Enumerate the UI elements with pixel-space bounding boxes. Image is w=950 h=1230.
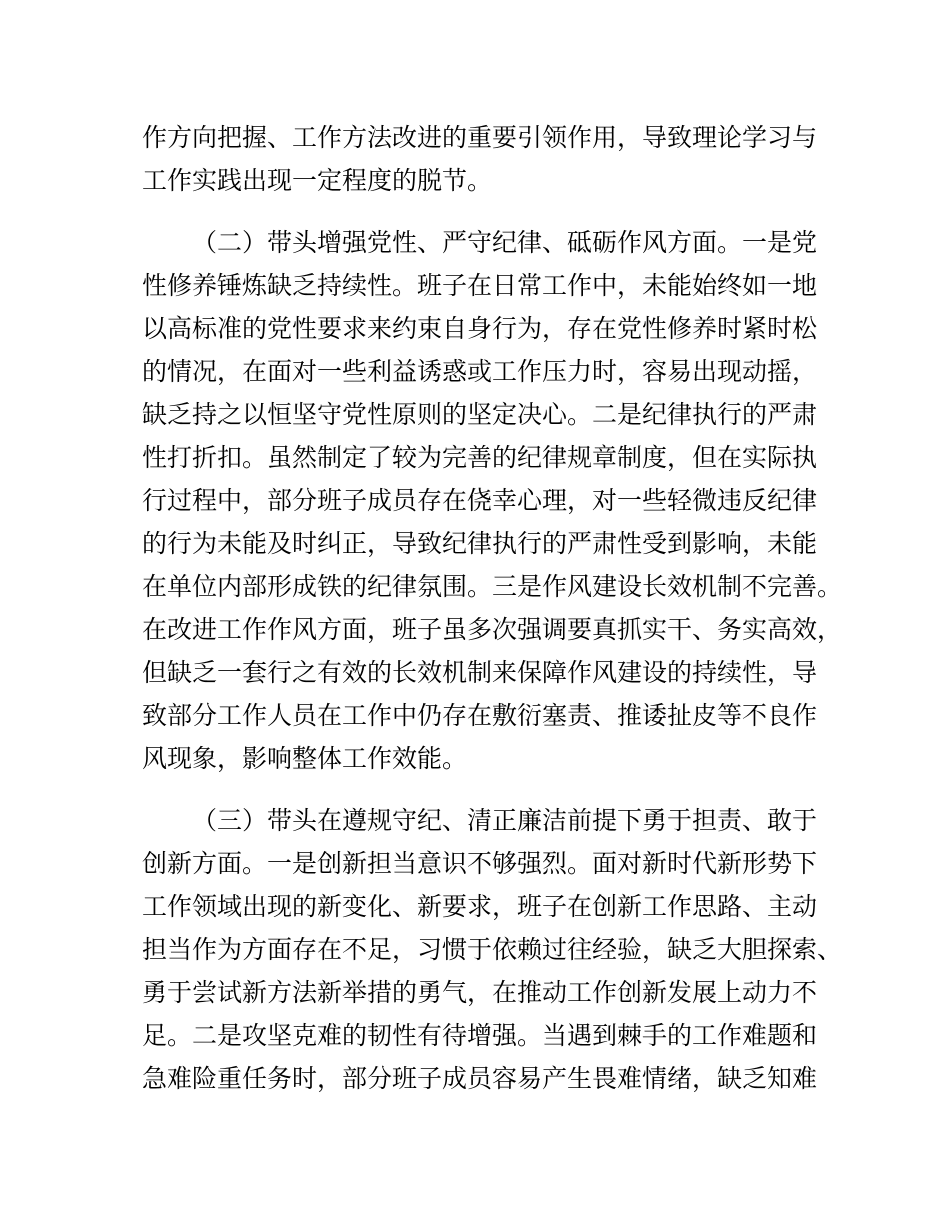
text-line: 但缺乏一套行之有效的长效机制来保障作风建设的持续性，导	[142, 658, 818, 687]
text-line: 担当作为方面存在不足，习惯于依赖过往经验，缺乏大胆探索、	[142, 935, 843, 964]
text-line: 作方向把握、工作方法改进的重要引领作用，导致理论学习与	[142, 123, 818, 152]
text-line: 缺乏持之以恒坚守党性原则的坚定决心。二是纪律执行的严肃	[142, 400, 818, 429]
text-line: 风现象，影响整体工作效能。	[142, 744, 468, 773]
text-line: 性修养锤炼缺乏持续性。班子在日常工作中，未能始终如一地	[142, 271, 818, 300]
document-body	[142, 116, 842, 1100]
paragraph-continuation	[142, 116, 842, 202]
paragraph-gap	[142, 780, 842, 799]
text-line: 致部分工作人员在工作中仍存在敷衍塞责、推诿扯皮等不良作	[142, 701, 818, 730]
section-heading-line: （三）带头在遵规守纪、清正廉洁前提下勇于担责、敢于	[192, 806, 818, 835]
paragraph-gap	[142, 202, 842, 221]
text-line: 在单位内部形成铁的纪律氛围。三是作风建设长效机制不完善。	[142, 572, 843, 601]
text-line: 行过程中，部分班子成员存在侥幸心理，对一些轻微违反纪律	[142, 486, 818, 515]
text-line: 性打折扣。虽然制定了较为完善的纪律规章制度，但在实际执	[142, 443, 818, 472]
text-line: 勇于尝试新方法新举措的勇气，在推动工作创新发展上动力不	[142, 978, 818, 1007]
text-line: 以高标准的党性要求来约束自身行为，存在党性修养时紧时松	[142, 314, 818, 343]
text-line: 创新方面。一是创新担当意识不够强烈。面对新时代新形势下	[142, 849, 818, 878]
text-line: 足。二是攻坚克难的韧性有待增强。当遇到棘手的工作难题和	[142, 1021, 818, 1050]
text-line: 在改进工作作风方面，班子虽多次强调要真抓实干、务实高效，	[142, 615, 843, 644]
text-line: 工作领域出现的新变化、新要求，班子在创新工作思路、主动	[142, 892, 818, 921]
text-line: 的情况，在面对一些利益诱惑或工作压力时，容易出现动摇，	[142, 357, 818, 386]
paragraph-section-three	[142, 799, 842, 1100]
text-line: 工作实践出现一定程度的脱节。	[142, 166, 493, 195]
paragraph-section-two	[142, 221, 842, 780]
text-line: 急难险重任务时，部分班子成员容易产生畏难情绪，缺乏知难	[142, 1064, 818, 1093]
text-line: 的行为未能及时纠正，导致纪律执行的严肃性受到影响，未能	[142, 529, 818, 558]
section-heading-line: （二）带头增强党性、严守纪律、砥砺作风方面。一是党	[192, 228, 818, 257]
